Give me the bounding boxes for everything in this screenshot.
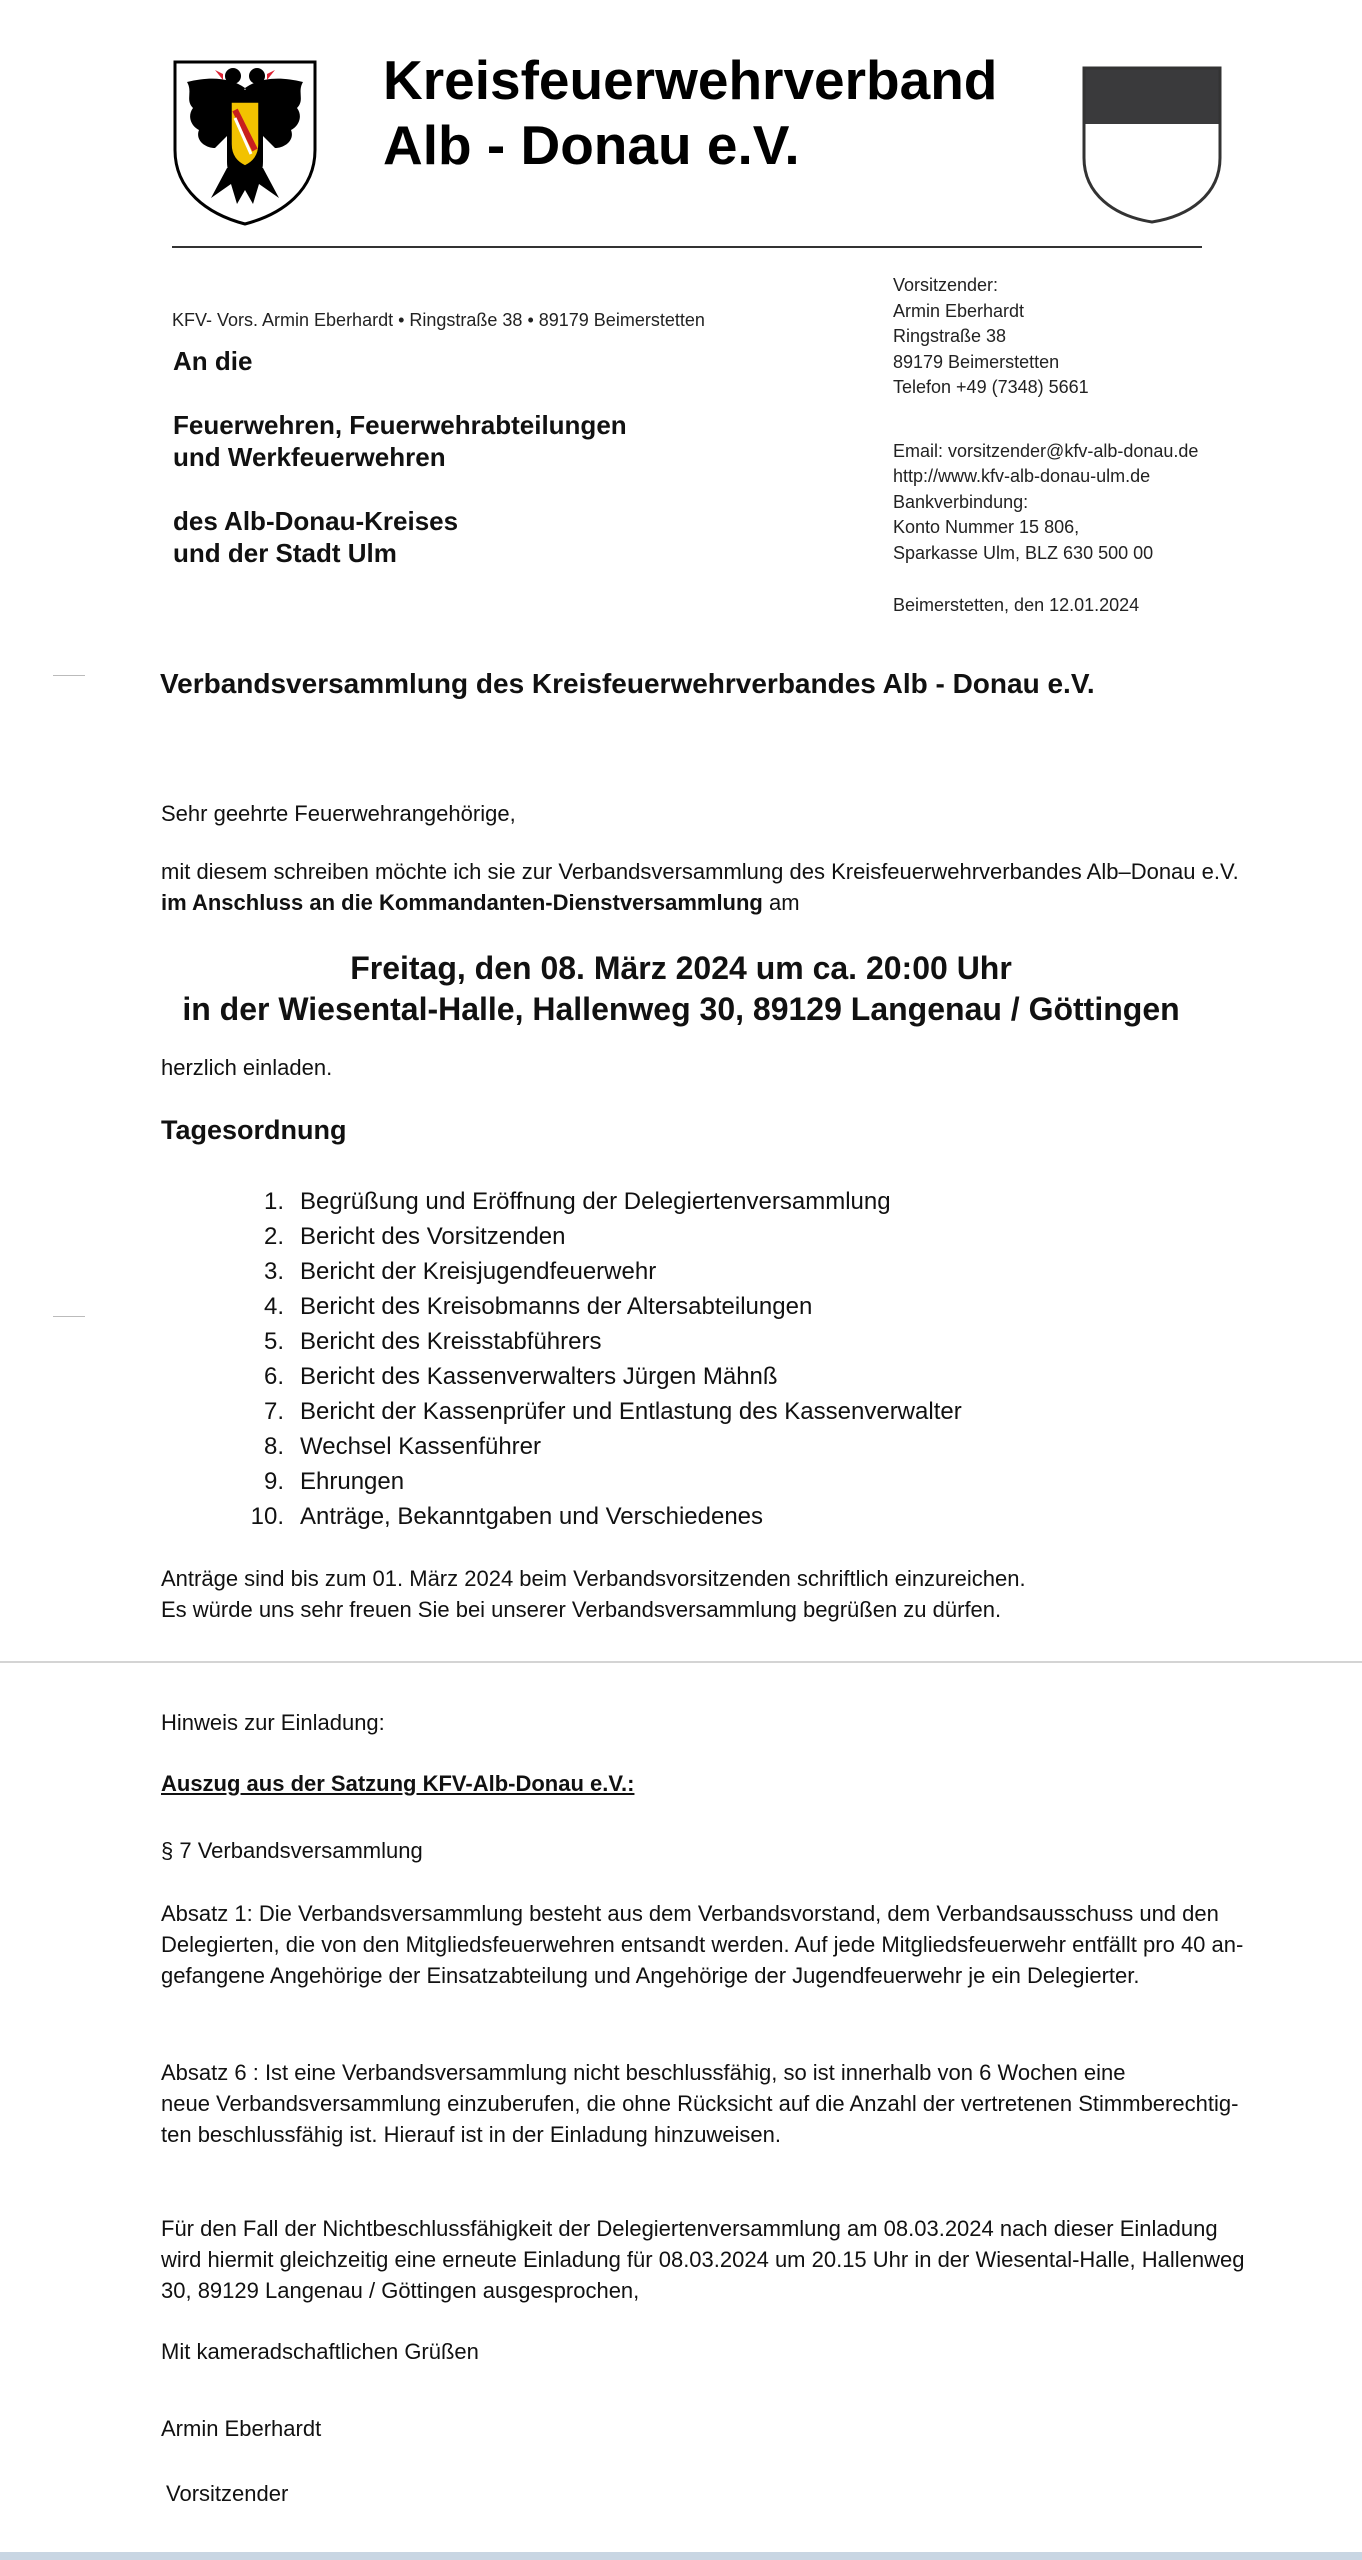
contact-street: Ringstraße 38 xyxy=(893,326,1007,346)
agenda-item-text: Bericht der Kreisjugendfeuerwehr xyxy=(300,1258,657,1285)
letter-date: Beimerstetten, den 12.01.2024 xyxy=(893,595,1140,615)
salutation: Sehr geehrte Feuerwehrangehörige, xyxy=(161,801,516,826)
closing-line-1: Anträge sind bis zum 01. März 2024 beim Verbandsvorsitzenden schriftlich einzureichen. xyxy=(161,1566,1026,1591)
agenda-item-text: Ehrungen xyxy=(300,1468,405,1495)
agenda-item-text: Bericht des Kreisstabführers xyxy=(300,1328,602,1355)
text-line: Absatz 6 : Ist eine Verbandsversammlung nicht beschlussfähig, so ist innerhalb von 6 Wochen eine xyxy=(161,2060,1126,2085)
agenda-item xyxy=(240,1184,962,1219)
greeting: Mit kameradschaftlichen Grüßen xyxy=(161,2339,479,2364)
agenda-item-number: 10. xyxy=(250,1503,284,1530)
agenda-item-number: 7. xyxy=(263,1398,284,1425)
text-line: Delegierten, die von den Mitgliedsfeuerwehren entsandt werden. Auf jede Mitgliedsfeuerwehr entfällt pro 40 an- xyxy=(161,1932,1244,1957)
agenda-list xyxy=(240,1184,962,1534)
agenda-item-number: 8. xyxy=(263,1433,284,1460)
agenda-item-number: 3. xyxy=(263,1258,284,1285)
agenda-item-text: Wechsel Kassenführer xyxy=(300,1433,542,1460)
agenda-item-text: Bericht des Vorsitzenden xyxy=(300,1223,566,1250)
agenda-item xyxy=(240,1359,962,1394)
agenda-item-text: Bericht der Kassenprüfer und Entlastung des Kassenverwalter xyxy=(300,1398,962,1425)
agenda-item-text: Bericht des Kassenverwalters Jürgen Mähnß xyxy=(300,1363,778,1390)
district-coat-of-arms-icon xyxy=(171,58,319,226)
letter-subject: Verbandsversammlung des Kreisfeuerwehrverbandes Alb - Donau e.V. xyxy=(160,668,1095,699)
agenda-title: Tagesordnung xyxy=(161,1115,347,1145)
statute-absatz-6 xyxy=(161,2057,1238,2150)
text-line: Für den Fall der Nichtbeschlussfähigkeit der Delegiertenversammlung am 08.03.2024 nach dieser Einladung xyxy=(161,2216,1218,2241)
event-details xyxy=(0,948,1362,1030)
agenda-item-text: Anträge, Bekanntgaben und Verschiedenes xyxy=(300,1503,764,1530)
intro-line-2 xyxy=(161,890,800,916)
contact-bank-label: Bankverbindung: xyxy=(893,491,1029,512)
agenda-item-number: 6. xyxy=(263,1363,284,1390)
contact-phone: Telefon +49 (7348) 5661 xyxy=(893,377,1089,397)
recipient-line-5: und der Stadt Ulm xyxy=(173,538,397,568)
agenda-item xyxy=(240,1464,962,1499)
agenda-item xyxy=(240,1324,962,1359)
intro-line-1: mit diesem schreiben möchte ich sie zur Verbandsversammlung des Kreisfeuerwehrverbandes Alb–Donau e.V. xyxy=(161,859,1239,884)
agenda-item xyxy=(240,1394,962,1429)
text-line: 30, 89129 Langenau / Göttingen ausgesprochen, xyxy=(161,2278,640,2303)
backup-invitation xyxy=(161,2213,1245,2306)
fold-mark xyxy=(53,1316,85,1317)
signer-role: Vorsitzender xyxy=(166,2481,289,2506)
header-divider xyxy=(172,246,1202,248)
text-line: Absatz 1: Die Verbandsversammlung besteht aus dem Verbandsvorstand, dem Verbandsausschuss und den xyxy=(161,1901,1219,1926)
viewer-bottom-bar xyxy=(0,2552,1362,2560)
agenda-item-number: 5. xyxy=(263,1328,284,1355)
contact-block xyxy=(893,273,1198,619)
agenda-item-number: 2. xyxy=(263,1223,284,1250)
closing-line-2: Es würde uns sehr freuen Sie bei unserer Verbandsversammlung begrüßen zu dürfen. xyxy=(161,1597,1002,1622)
contact-account: Konto Nummer 15 806, xyxy=(893,517,1080,537)
black-white-shield-icon xyxy=(1078,62,1226,226)
notice-heading: Hinweis zur Einladung: xyxy=(161,1710,385,1735)
contact-city: 89179 Beimerstetten xyxy=(893,351,1060,372)
page-break-divider xyxy=(0,1661,1362,1663)
recipient-line-1: An die xyxy=(173,346,253,376)
recipient-line-2: Feuerwehren, Feuerwehrabteilungen xyxy=(173,410,627,440)
recipient-line-4: des Alb-Donau-Kreises xyxy=(173,506,459,536)
text-line: ten beschlussfähig ist. Hierauf ist in der Einladung hinzuweisen. xyxy=(161,2122,782,2147)
contact-email[interactable]: Email: vorsitzender@kfv-alb-donau.de xyxy=(893,440,1199,461)
invite-close: herzlich einladen. xyxy=(161,1055,333,1080)
agenda-item xyxy=(240,1254,962,1289)
agenda-item xyxy=(240,1219,962,1254)
signer-name: Armin Eberhardt xyxy=(161,2416,322,2441)
contact-bank: Sparkasse Ulm, BLZ 630 500 00 xyxy=(893,542,1154,563)
contact-website[interactable]: http://www.kfv-alb-donau-ulm.de xyxy=(893,466,1151,486)
agenda-item xyxy=(240,1499,962,1534)
statute-title: Auszug aus der Satzung KFV-Alb-Donau e.V.: xyxy=(161,1771,635,1796)
agenda-item xyxy=(240,1289,962,1324)
sender-line: KFV- Vors. Armin Eberhardt • Ringstraße 38 • 89179 Beimerstetten xyxy=(172,310,705,330)
text-line: gefangene Angehörige der Einsatzabteilung und Angehörige der Jugendfeuerwehr je ein Delegierter. xyxy=(161,1963,1140,1988)
agenda-item-number: 9. xyxy=(263,1468,284,1495)
organization-title xyxy=(383,48,997,178)
agenda-item-text: Begrüßung und Eröffnung der Delegiertenversammlung xyxy=(300,1188,891,1215)
statute-paragraph: § 7 Verbandsversammlung xyxy=(161,1838,423,1863)
contact-role: Vorsitzender: xyxy=(893,275,999,295)
text-line: wird hiermit gleichzeitig eine erneute Einladung für 08.03.2024 um 20.15 Uhr in der Wiesental-Halle, Hallenweg xyxy=(161,2247,1245,2272)
event-date-time: Freitag, den 08. März 2024 um ca. 20:00 Uhr xyxy=(350,950,1012,986)
agenda-item-text: Bericht des Kreisobmanns der Altersabteilungen xyxy=(300,1293,813,1320)
agenda-item-number: 4. xyxy=(263,1293,284,1320)
agenda-item-number: 1. xyxy=(263,1188,284,1215)
agenda-item xyxy=(240,1429,962,1464)
statute-absatz-1 xyxy=(161,1898,1243,1991)
intro-rest-text: am xyxy=(762,890,800,915)
event-location: in der Wiesental-Halle, Hallenweg 30, 89129 Langenau / Göttingen xyxy=(182,991,1180,1027)
text-line: neue Verbandsversammlung einzuberufen, die ohne Rücksicht auf die Anzahl der vertretenen Stimmberechtig- xyxy=(161,2091,1239,2116)
contact-name: Armin Eberhardt xyxy=(893,300,1025,321)
fold-mark xyxy=(53,675,85,676)
recipient-address xyxy=(173,345,627,569)
org-title-line-1: Kreisfeuerwehrverband xyxy=(383,49,998,111)
intro-bold-text: im Anschluss an die Kommandanten-Dienstversammlung xyxy=(161,890,763,915)
recipient-line-3: und Werkfeuerwehren xyxy=(173,442,446,472)
org-title-line-2: Alb - Donau e.V. xyxy=(383,113,800,176)
